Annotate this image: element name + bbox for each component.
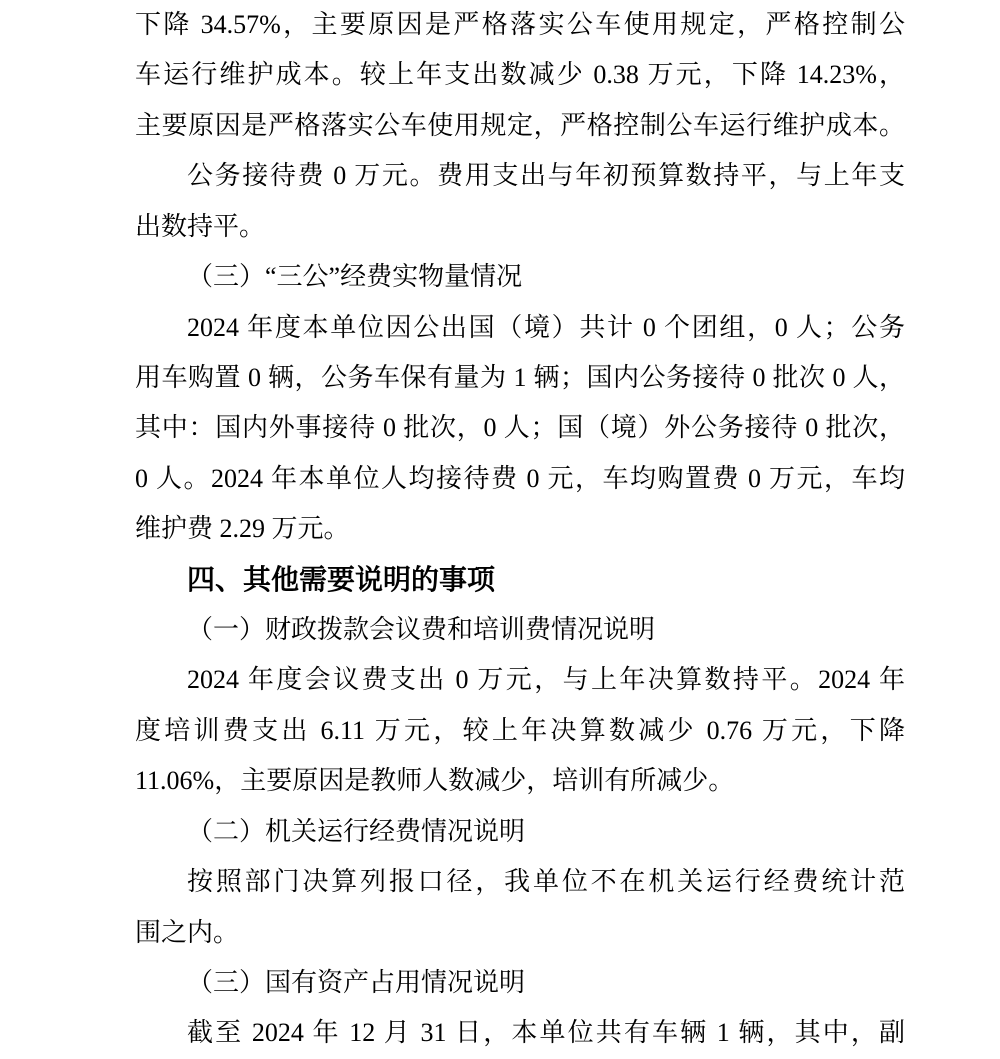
body-text-line: 围之内。: [135, 917, 240, 947]
body-text-line: 11.06%，主要原因是教师人数减少，培训有所减少。: [135, 766, 735, 796]
body-text-line: 维护费 2.29 万元。: [135, 514, 350, 544]
body-text-line: 出数持平。: [135, 211, 266, 241]
body-text-line: 其中：国内外事接待 0 批次，0 人；国（境）外公务接待 0 批次，: [135, 413, 905, 443]
body-text-line: 按照部门决算列报口径，我单位不在机关运行经费统计范: [187, 867, 905, 897]
body-text-line: 截至 2024 年 12 月 31 日，本单位共有车辆 1 辆，其中，副: [187, 1018, 905, 1048]
body-text-line: 用车购置 0 辆，公务车保有量为 1 辆；国内公务接待 0 批次 0 人，: [135, 362, 905, 392]
heading-part-4-other-items: 四、其他需要说明的事项: [187, 563, 496, 595]
body-text-line: 公务接待费 0 万元。费用支出与年初预算数持平，与上年支: [187, 161, 905, 191]
body-text-line: 下降 34.57%，主要原因是严格落实公车使用规定，严格控制公: [135, 10, 905, 39]
body-text-line: 主要原因是严格落实公车使用规定，严格控制公车运行维护成本。: [135, 110, 905, 140]
body-text-line: 2024 年度会议费支出 0 万元，与上年决算数持平。2024 年: [187, 665, 905, 695]
document-page: [135, 0, 905, 1059]
heading-sub-3-state-assets: （三）国有资产占用情况说明: [187, 968, 526, 998]
body-text-line: 车运行维护成本。较上年支出数减少 0.38 万元，下降 14.23%，: [135, 60, 905, 90]
body-text-line: 度培训费支出 6.11 万元，较上年决算数减少 0.76 万元，下降: [135, 715, 905, 745]
heading-section-3-physical-quantity: （三）“三公”经费实物量情况: [187, 262, 523, 292]
body-text-line: 0 人。2024 年本单位人均接待费 0 元，车均购置费 0 万元，车均: [135, 463, 905, 493]
heading-sub-1-meeting-training-fees: （一）财政拨款会议费和培训费情况说明: [187, 615, 656, 645]
body-text-line: 2024 年度本单位因公出国（境）共计 0 个团组，0 人；公务: [187, 312, 905, 342]
heading-sub-2-agency-operating-funds: （二）机关运行经费情况说明: [187, 816, 526, 846]
